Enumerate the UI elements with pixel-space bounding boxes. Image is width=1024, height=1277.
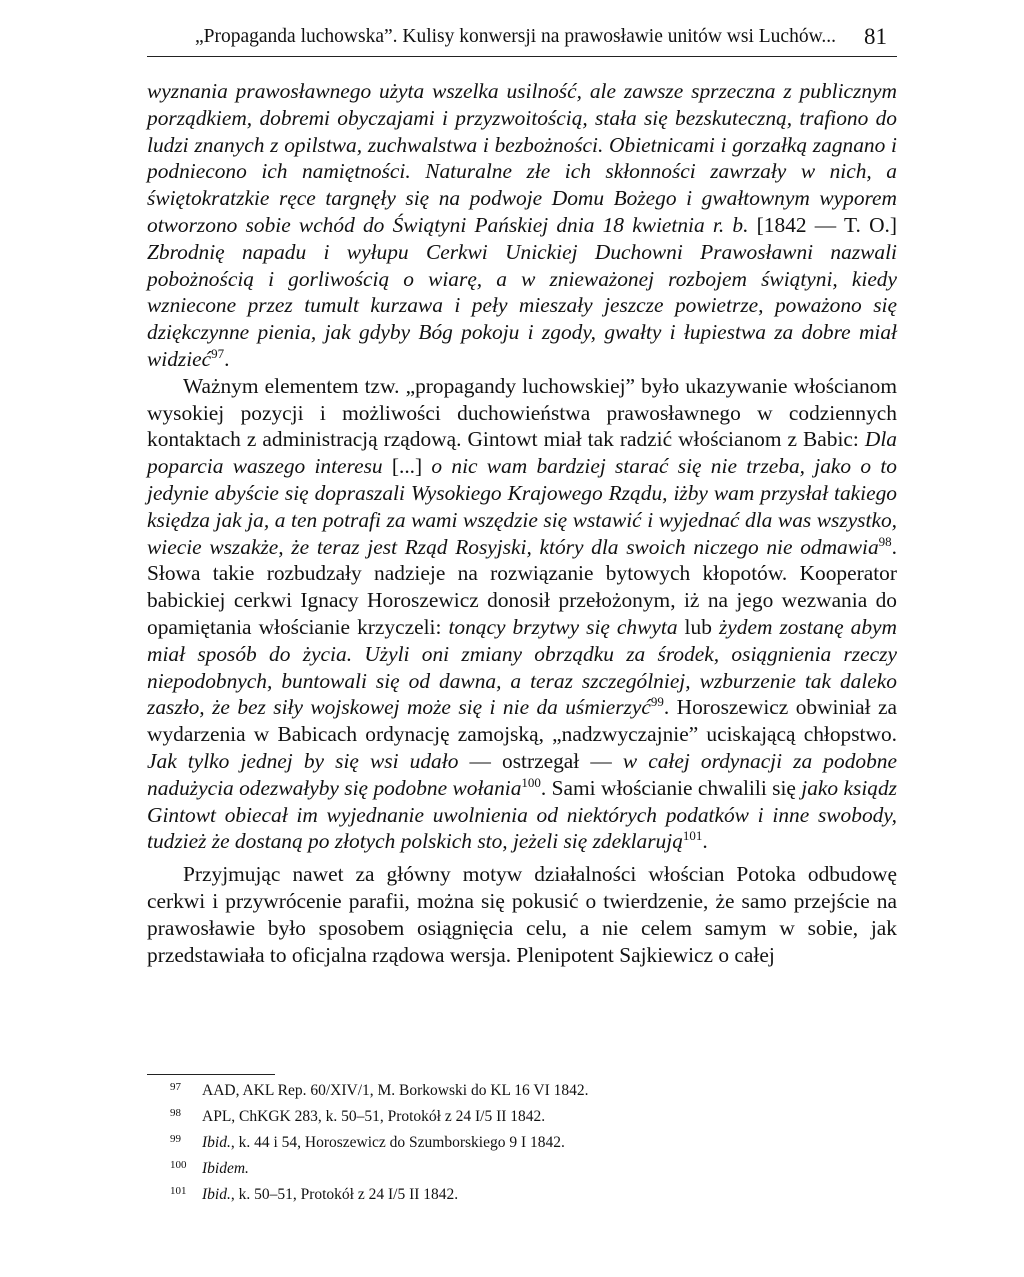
footnote-ref-97[interactable]: 97 bbox=[211, 345, 225, 361]
editor-bracket: [1842 — T. O.] bbox=[748, 212, 897, 237]
footnote-101: 101 Ibid., k. 50–51, Protokół z 24 I/5 II 1842. bbox=[170, 1185, 459, 1203]
running-title: „Propaganda luchowska”. Kulisy konwersji na prawosławie unitów wsi Luchów... bbox=[195, 26, 837, 47]
footnotes bbox=[170, 1076, 870, 1206]
main-text bbox=[147, 78, 897, 968]
footnote-98: 98 APL, ChKGK 283, k. 50–51, Protokół z 24 I/5 II 1842. bbox=[170, 1107, 546, 1125]
running-header bbox=[147, 22, 897, 57]
footnote-ref-100[interactable]: 100 bbox=[521, 774, 541, 790]
footnote-ref-99[interactable]: 99 bbox=[650, 694, 664, 710]
footnote-separator bbox=[147, 1074, 275, 1075]
quote-text: wyznania prawosławnego użyta wszelka usilność, ale zawsze sprzeczna z publicznym porządkiem, dobremi obyczajami i przyzwoitością, stała się bezskuteczną, trafiono do ludzi znanych z opilstwa, zuchwalstwa i bezbożności. Obietnicami i gorzałką zagnano i podniecono ich namiętności. Naturalne złe ich skłonności zawrzały w nich, a świętokratzkie ręce targnęły się na podwoje Domu Bożego i gwałtownym wyporem otworzono sobie wchód do Świątyni Pańskiej dnia 18 kwietnia r. b. bbox=[147, 79, 897, 237]
footnote-ref-98[interactable]: 98 bbox=[878, 533, 892, 549]
footnote-99: 99 Ibid., k. 44 i 54, Horoszewicz do Szumborskiego 9 I 1842. bbox=[170, 1133, 565, 1151]
paragraph-3: Przyjmując nawet za główny motyw działalności włościan Potoka odbudowę cerkwi i przywrócenie parafii, można się pokusić o twierdzenie, że samo przejście na prawosławie było sposobem osiągnięcia celu, a nie celem samym w sobie, jak przedstawiała to oficjalna rządowa wersja. Plenipotent Sajkiewicz o całej bbox=[147, 862, 897, 967]
block-quote-97: wyznania prawosławnego użyta wszelka usilność, ale zawsze sprzeczna z publicznym porządkiem, dobremi obyczajami i przyzwoitością, stała się bezskuteczną, trafiono do ludzi znanych z opilstwa, zuchwalstwa i bezbożności. Obietnicami i gorzałką zagnano i podniecono ich namiętności. Naturalne złe ich skłonności zawrzały w nich, a świętokratzkie ręce targnęły się na podwoje Domu Bożego i gwałtownym wyporem otworzono sobie wchód do Świątyni Pańskiej dnia 18 kwietnia r. b. [1842 — T. O.] Zbrodnię napadu i wyłupu Cerkwi Unickiej Duchowni Prawosławni nazwali pobożnością i gorliwością o wiarę, a w znieważonej rozbojem świątyni, kiedy wzniecone przez tumult kurzawa i peły mieszały jeszcze powietrze, poważono się dziękczynne pienia, jak gdyby Bóg pokoju i zgody, gwałty i łupiestwa za dobre miał widzieć$^{97}$. bbox=[147, 79, 897, 371]
page-number: 81 bbox=[864, 24, 887, 49]
paragraph-2: Ważnym elementem tzw. „propagandy luchowskiej” było ukazywanie włościanom wysokiej pozycji i możliwości duchowieństwa prawosławnego w codziennych kontaktach z administracją rządową. Gintowt miał tak radzić włościanom z Babic: Dla poparcia waszego interesu [...] o nic wam bardziej starać się nie trzeba, jako o to jedynie abyście się dopraszali Wysokiego Krajowego Rządu, iżby wam przysłał takiego księdza jak ja, a ten potrafi za wami wszędzie się wstawić i wyjednać dla was wszystko, wiecie wszakże, że teraz jest Rząd Rosyjski, który dla swoich niczego nie odmawia$^{98}$. Słowa takie rozbudzały nadzieje na rozwiązanie bytowych kłopotów. Kooperator babickiej cerkwi Ignacy Horoszewicz donosił przełożonym, iż na jego wezwania do opamiętania włościanie krzyczeli: tonący brzytwy się chwyta lub żydem zostanę abym miał sposób do życia. Użyli oni zmiany obrządku za środek, osiągnienia rzeczy niepodobnych, buntowali się od dawna, a teraz szczególniej, wzburzenie tak daleko zaszło, że bez siły wojskowej może się i nie da uśmierzyć$^{99}$. Horoszewicz obwiniał za wydarzenia w Babicach ordynację zamojską, „nadzwyczajnie” uciskającą chłopstwo. Jak tylko jednej by się wsi udało — ostrzegał — w całej ordynacji za podobne nadużycia odezwałyby się podobne wołania$^{100}$. Sami włościanie chwalili się jako ksiądz Gintowt obiecał im wyjednanie uwolnienia od niektórych podatków i inne swobody, tudzież że dostaną po złotych polskich sto, jeżeli się zdeklarują$^{101}$. bbox=[147, 373, 898, 854]
footnote-97: 97 AAD, AKL Rep. 60/XIV/1, M. Borkowski do KL 16 VI 1842. bbox=[170, 1081, 589, 1099]
quote-text-continued: Zbrodnię napadu i wyłupu Cerkwi Unickiej Duchowni Prawosławni nazwali pobożnością i gorliwością o wiarę, a w znieważonej rozbojem świątyni, kiedy wzniecone przez tumult kurzawa i peły mieszały jeszcze powietrze, poważono się dziękczynne pienia, jak gdyby Bóg pokoju i zgody, gwałty i łupiestwa za dobre miał widzieć bbox=[147, 239, 897, 371]
footnote-100: 100 Ibidem. bbox=[170, 1159, 249, 1177]
footnote-ref-101[interactable]: 101 bbox=[682, 828, 703, 844]
